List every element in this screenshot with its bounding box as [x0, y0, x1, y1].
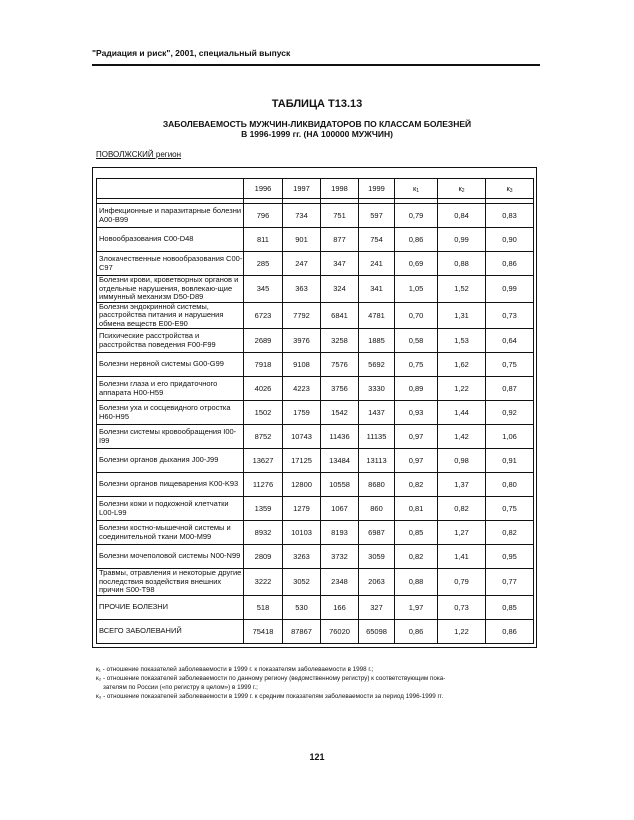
value-year-1998: 3732 — [321, 545, 359, 569]
value-year-1999: 6987 — [359, 521, 395, 545]
value-k1: 1,97 — [395, 595, 438, 619]
disease-class-name: Болезни органов пищеварения K00-K93 — [97, 473, 244, 497]
header-1999: 1999 — [359, 179, 395, 199]
disease-class-name: Травмы, отравления и некоторые другие последствия воздействия внешних причин S00-T98 — [97, 569, 244, 596]
value-k1: 0,97 — [395, 425, 438, 449]
value-year-1997: 1279 — [283, 497, 321, 521]
value-k3: 0,87 — [486, 377, 534, 401]
value-k3: 0,99 — [486, 276, 534, 303]
value-year-1998: 347 — [321, 252, 359, 276]
disease-class-name: Болезни эндокринной системы, расстройства питания и нарушения обмена веществ E00-E90 — [97, 302, 244, 329]
k3-subscript: 3 — [509, 187, 513, 194]
value-k1: 0,70 — [395, 302, 438, 329]
value-year-1999: 11135 — [359, 425, 395, 449]
value-k1: 0,88 — [395, 569, 438, 596]
k1-base: к — [412, 183, 417, 193]
value-k2: 1,42 — [438, 425, 486, 449]
value-k2: 0,98 — [438, 449, 486, 473]
value-year-1997: 17125 — [283, 449, 321, 473]
table-row — [97, 377, 534, 401]
value-k3: 0,75 — [486, 353, 534, 377]
value-year-1999: 1437 — [359, 401, 395, 425]
value-year-1996: 1502 — [244, 401, 283, 425]
value-k3: 0,64 — [486, 329, 534, 353]
value-year-1997: 3263 — [283, 545, 321, 569]
value-k1: 1,05 — [395, 276, 438, 303]
table-frame — [92, 167, 537, 648]
value-k2: 1,41 — [438, 545, 486, 569]
value-year-1997: 901 — [283, 228, 321, 252]
value-k3: 0,95 — [486, 545, 534, 569]
table-subtitle — [0, 119, 634, 139]
region-label: ПОВОЛЖСКИЙ регион — [96, 150, 182, 159]
value-k1: 0,86 — [395, 228, 438, 252]
value-year-1999: 65098 — [359, 619, 395, 643]
header-row — [97, 179, 534, 199]
value-k2: 1,62 — [438, 353, 486, 377]
value-year-1998: 11436 — [321, 425, 359, 449]
value-k1: 0,79 — [395, 204, 438, 228]
table-row — [97, 228, 534, 252]
value-year-1996: 285 — [244, 252, 283, 276]
k2-subscript: 2 — [461, 187, 465, 194]
value-k1: 0,81 — [395, 497, 438, 521]
value-year-1996: 7918 — [244, 353, 283, 377]
disease-class-name: Болезни кожи и подкожной клетчатки L00-L99 — [97, 497, 244, 521]
value-year-1999: 4781 — [359, 302, 395, 329]
journal-header: "Радиация и риск", 2001, специальный выпуск — [92, 48, 291, 58]
value-year-1999: 341 — [359, 276, 395, 303]
table-row — [97, 353, 534, 377]
value-year-1996: 345 — [244, 276, 283, 303]
value-k1: 0,82 — [395, 545, 438, 569]
subtitle-line-1: ЗАБОЛЕВАЕМОСТЬ МУЖЧИН-ЛИКВИДАТОРОВ ПО КЛАССАМ БОЛЕЗНЕЙ — [162, 119, 472, 129]
value-year-1998: 10558 — [321, 473, 359, 497]
value-k1: 0,82 — [395, 473, 438, 497]
value-k1: 0,85 — [395, 521, 438, 545]
value-k1: 0,89 — [395, 377, 438, 401]
value-year-1999: 327 — [359, 595, 395, 619]
value-k2: 1,53 — [438, 329, 486, 353]
k2-base: к — [458, 183, 462, 193]
header-k3 — [486, 179, 534, 199]
disease-class-name: Болезни органов дыхания J00-J99 — [97, 449, 244, 473]
table-title: ТАБЛИЦА Т13.13 — [271, 98, 363, 110]
value-year-1999: 3330 — [359, 377, 395, 401]
value-year-1996: 13627 — [244, 449, 283, 473]
footnotes — [96, 665, 540, 701]
value-k2: 0,73 — [438, 595, 486, 619]
value-year-1997: 4223 — [283, 377, 321, 401]
value-k2: 0,84 — [438, 204, 486, 228]
value-k1: 0,97 — [395, 449, 438, 473]
disease-class-name: Инфекционные и паразитарные болезни A00-B99 — [97, 204, 244, 228]
table-row — [97, 302, 534, 329]
value-year-1996: 518 — [244, 595, 283, 619]
value-k1: 0,58 — [395, 329, 438, 353]
header-1996: 1996 — [244, 179, 283, 199]
table-row — [97, 545, 534, 569]
value-year-1998: 13484 — [321, 449, 359, 473]
disease-class-name: Болезни уха и сосцевидного отростка H60-H95 — [97, 401, 244, 425]
value-year-1996: 2809 — [244, 545, 283, 569]
header-k1 — [395, 179, 438, 199]
value-k3: 0,73 — [486, 302, 534, 329]
value-year-1996: 4026 — [244, 377, 283, 401]
value-year-1998: 166 — [321, 595, 359, 619]
table-row — [97, 521, 534, 545]
value-year-1997: 247 — [283, 252, 321, 276]
value-k3: 0,82 — [486, 521, 534, 545]
table-row — [97, 449, 534, 473]
value-year-1998: 3258 — [321, 329, 359, 353]
value-year-1999: 241 — [359, 252, 395, 276]
header-name-cell — [97, 179, 244, 199]
value-year-1998: 76020 — [321, 619, 359, 643]
value-k3: 0,75 — [486, 497, 534, 521]
value-year-1996: 11276 — [244, 473, 283, 497]
k3-base: к — [506, 183, 510, 193]
value-k3: 0,92 — [486, 401, 534, 425]
table-row — [97, 401, 534, 425]
value-k3: 0,86 — [486, 252, 534, 276]
value-k1: 0,86 — [395, 619, 438, 643]
value-year-1998: 324 — [321, 276, 359, 303]
value-year-1997: 12800 — [283, 473, 321, 497]
value-k2: 1,22 — [438, 619, 486, 643]
value-k2: 1,27 — [438, 521, 486, 545]
value-year-1997: 3052 — [283, 569, 321, 596]
table-row — [97, 252, 534, 276]
table-row — [97, 473, 534, 497]
value-k2: 1,52 — [438, 276, 486, 303]
value-year-1999: 754 — [359, 228, 395, 252]
page-number: 121 — [309, 752, 325, 762]
table-body — [97, 204, 534, 644]
value-k1: 0,69 — [395, 252, 438, 276]
value-year-1998: 8193 — [321, 521, 359, 545]
value-year-1996: 2689 — [244, 329, 283, 353]
value-year-1998: 877 — [321, 228, 359, 252]
k1-subscript: 1 — [416, 187, 420, 194]
header-k2 — [438, 179, 486, 199]
value-year-1997: 9108 — [283, 353, 321, 377]
value-k3: 0,77 — [486, 569, 534, 596]
disease-class-name: Психические расстройства и расстройства поведения F00-F99 — [97, 329, 244, 353]
note-k1: к₁ - отношение показателей заболеваемости в 1999 г. к показателям заболеваемости в 1998 г.; — [96, 666, 374, 673]
disease-class-name: Болезни системы кровообращения I00-I99 — [97, 425, 244, 449]
value-k2: 1,44 — [438, 401, 486, 425]
value-k2: 1,37 — [438, 473, 486, 497]
disease-class-name: Болезни нервной системы G00-G99 — [97, 353, 244, 377]
value-year-1997: 7792 — [283, 302, 321, 329]
value-year-1996: 811 — [244, 228, 283, 252]
disease-class-name: Новообразования C00-D48 — [97, 228, 244, 252]
value-year-1998: 751 — [321, 204, 359, 228]
value-year-1996: 3222 — [244, 569, 283, 596]
disease-class-name: Злокачественные новообразования C00-C97 — [97, 252, 244, 276]
table-row — [97, 497, 534, 521]
value-year-1997: 734 — [283, 204, 321, 228]
value-year-1999: 5692 — [359, 353, 395, 377]
subtitle-line-2: В 1996-1999 гг. (НА 100000 МУЖЧИН) — [241, 129, 393, 139]
value-year-1998: 7576 — [321, 353, 359, 377]
disease-class-name: Болезни мочеполовой системы N00-N99 — [97, 545, 244, 569]
value-year-1997: 530 — [283, 595, 321, 619]
value-k2: 0,82 — [438, 497, 486, 521]
disease-class-name: ВСЕГО ЗАБОЛЕВАНИЙ — [97, 619, 244, 643]
value-k3: 0,83 — [486, 204, 534, 228]
note-k2-line2: зателям по России («по регистру в целом») в 1999 г.; — [103, 684, 258, 691]
value-year-1996: 796 — [244, 204, 283, 228]
disease-class-name: Болезни крови, кроветворных органов и отдельные нарушения, вовлекаю-щие иммунный механизм D50-D89 — [97, 276, 244, 303]
value-year-1997: 1759 — [283, 401, 321, 425]
disease-class-name: Болезни глаза и его придаточного аппарата H00-H59 — [97, 377, 244, 401]
table-row — [97, 276, 534, 303]
value-year-1999: 2063 — [359, 569, 395, 596]
value-k2: 1,31 — [438, 302, 486, 329]
value-year-1996: 8752 — [244, 425, 283, 449]
value-k1: 0,75 — [395, 353, 438, 377]
value-year-1997: 363 — [283, 276, 321, 303]
value-year-1998: 1067 — [321, 497, 359, 521]
value-year-1998: 1542 — [321, 401, 359, 425]
value-year-1999: 3059 — [359, 545, 395, 569]
value-k3: 0,90 — [486, 228, 534, 252]
header-1998: 1998 — [321, 179, 359, 199]
value-year-1999: 8680 — [359, 473, 395, 497]
value-year-1996: 75418 — [244, 619, 283, 643]
value-k2: 1,22 — [438, 377, 486, 401]
note-k2-line1: к₂ - отношение показателей заболеваемости по данному региону (ведомственному регистру) к соответствующим пока- — [96, 675, 446, 682]
value-year-1996: 6723 — [244, 302, 283, 329]
value-year-1998: 2348 — [321, 569, 359, 596]
morbidity-table — [96, 178, 534, 644]
value-k3: 0,80 — [486, 473, 534, 497]
value-year-1997: 3976 — [283, 329, 321, 353]
value-year-1999: 1885 — [359, 329, 395, 353]
value-year-1999: 860 — [359, 497, 395, 521]
note-k3: к₃ - отношение показателей заболеваемости в 1999 г. к средним показателям заболеваемости за период 1996-1999 гг. — [96, 693, 444, 700]
value-year-1999: 597 — [359, 204, 395, 228]
table-row — [97, 569, 534, 596]
value-year-1997: 10103 — [283, 521, 321, 545]
header-divider — [92, 64, 540, 66]
value-k3: 0,85 — [486, 595, 534, 619]
value-year-1999: 13113 — [359, 449, 395, 473]
disease-class-name: ПРОЧИЕ БОЛЕЗНИ — [97, 595, 244, 619]
value-k3: 0,86 — [486, 619, 534, 643]
value-year-1996: 8932 — [244, 521, 283, 545]
table-row — [97, 204, 534, 228]
value-year-1998: 6841 — [321, 302, 359, 329]
value-year-1996: 1359 — [244, 497, 283, 521]
value-k2: 0,99 — [438, 228, 486, 252]
value-k3: 1,06 — [486, 425, 534, 449]
table-row — [97, 595, 534, 619]
value-year-1997: 87867 — [283, 619, 321, 643]
disease-class-name: Болезни костно-мышечной системы и соединительной ткани M00-M99 — [97, 521, 244, 545]
table-row — [97, 425, 534, 449]
header-1997: 1997 — [283, 179, 321, 199]
value-k3: 0,91 — [486, 449, 534, 473]
table-row — [97, 619, 534, 643]
value-year-1998: 3756 — [321, 377, 359, 401]
table-row — [97, 329, 534, 353]
value-k1: 0,93 — [395, 401, 438, 425]
value-year-1997: 10743 — [283, 425, 321, 449]
value-k2: 0,88 — [438, 252, 486, 276]
value-k2: 0,79 — [438, 569, 486, 596]
